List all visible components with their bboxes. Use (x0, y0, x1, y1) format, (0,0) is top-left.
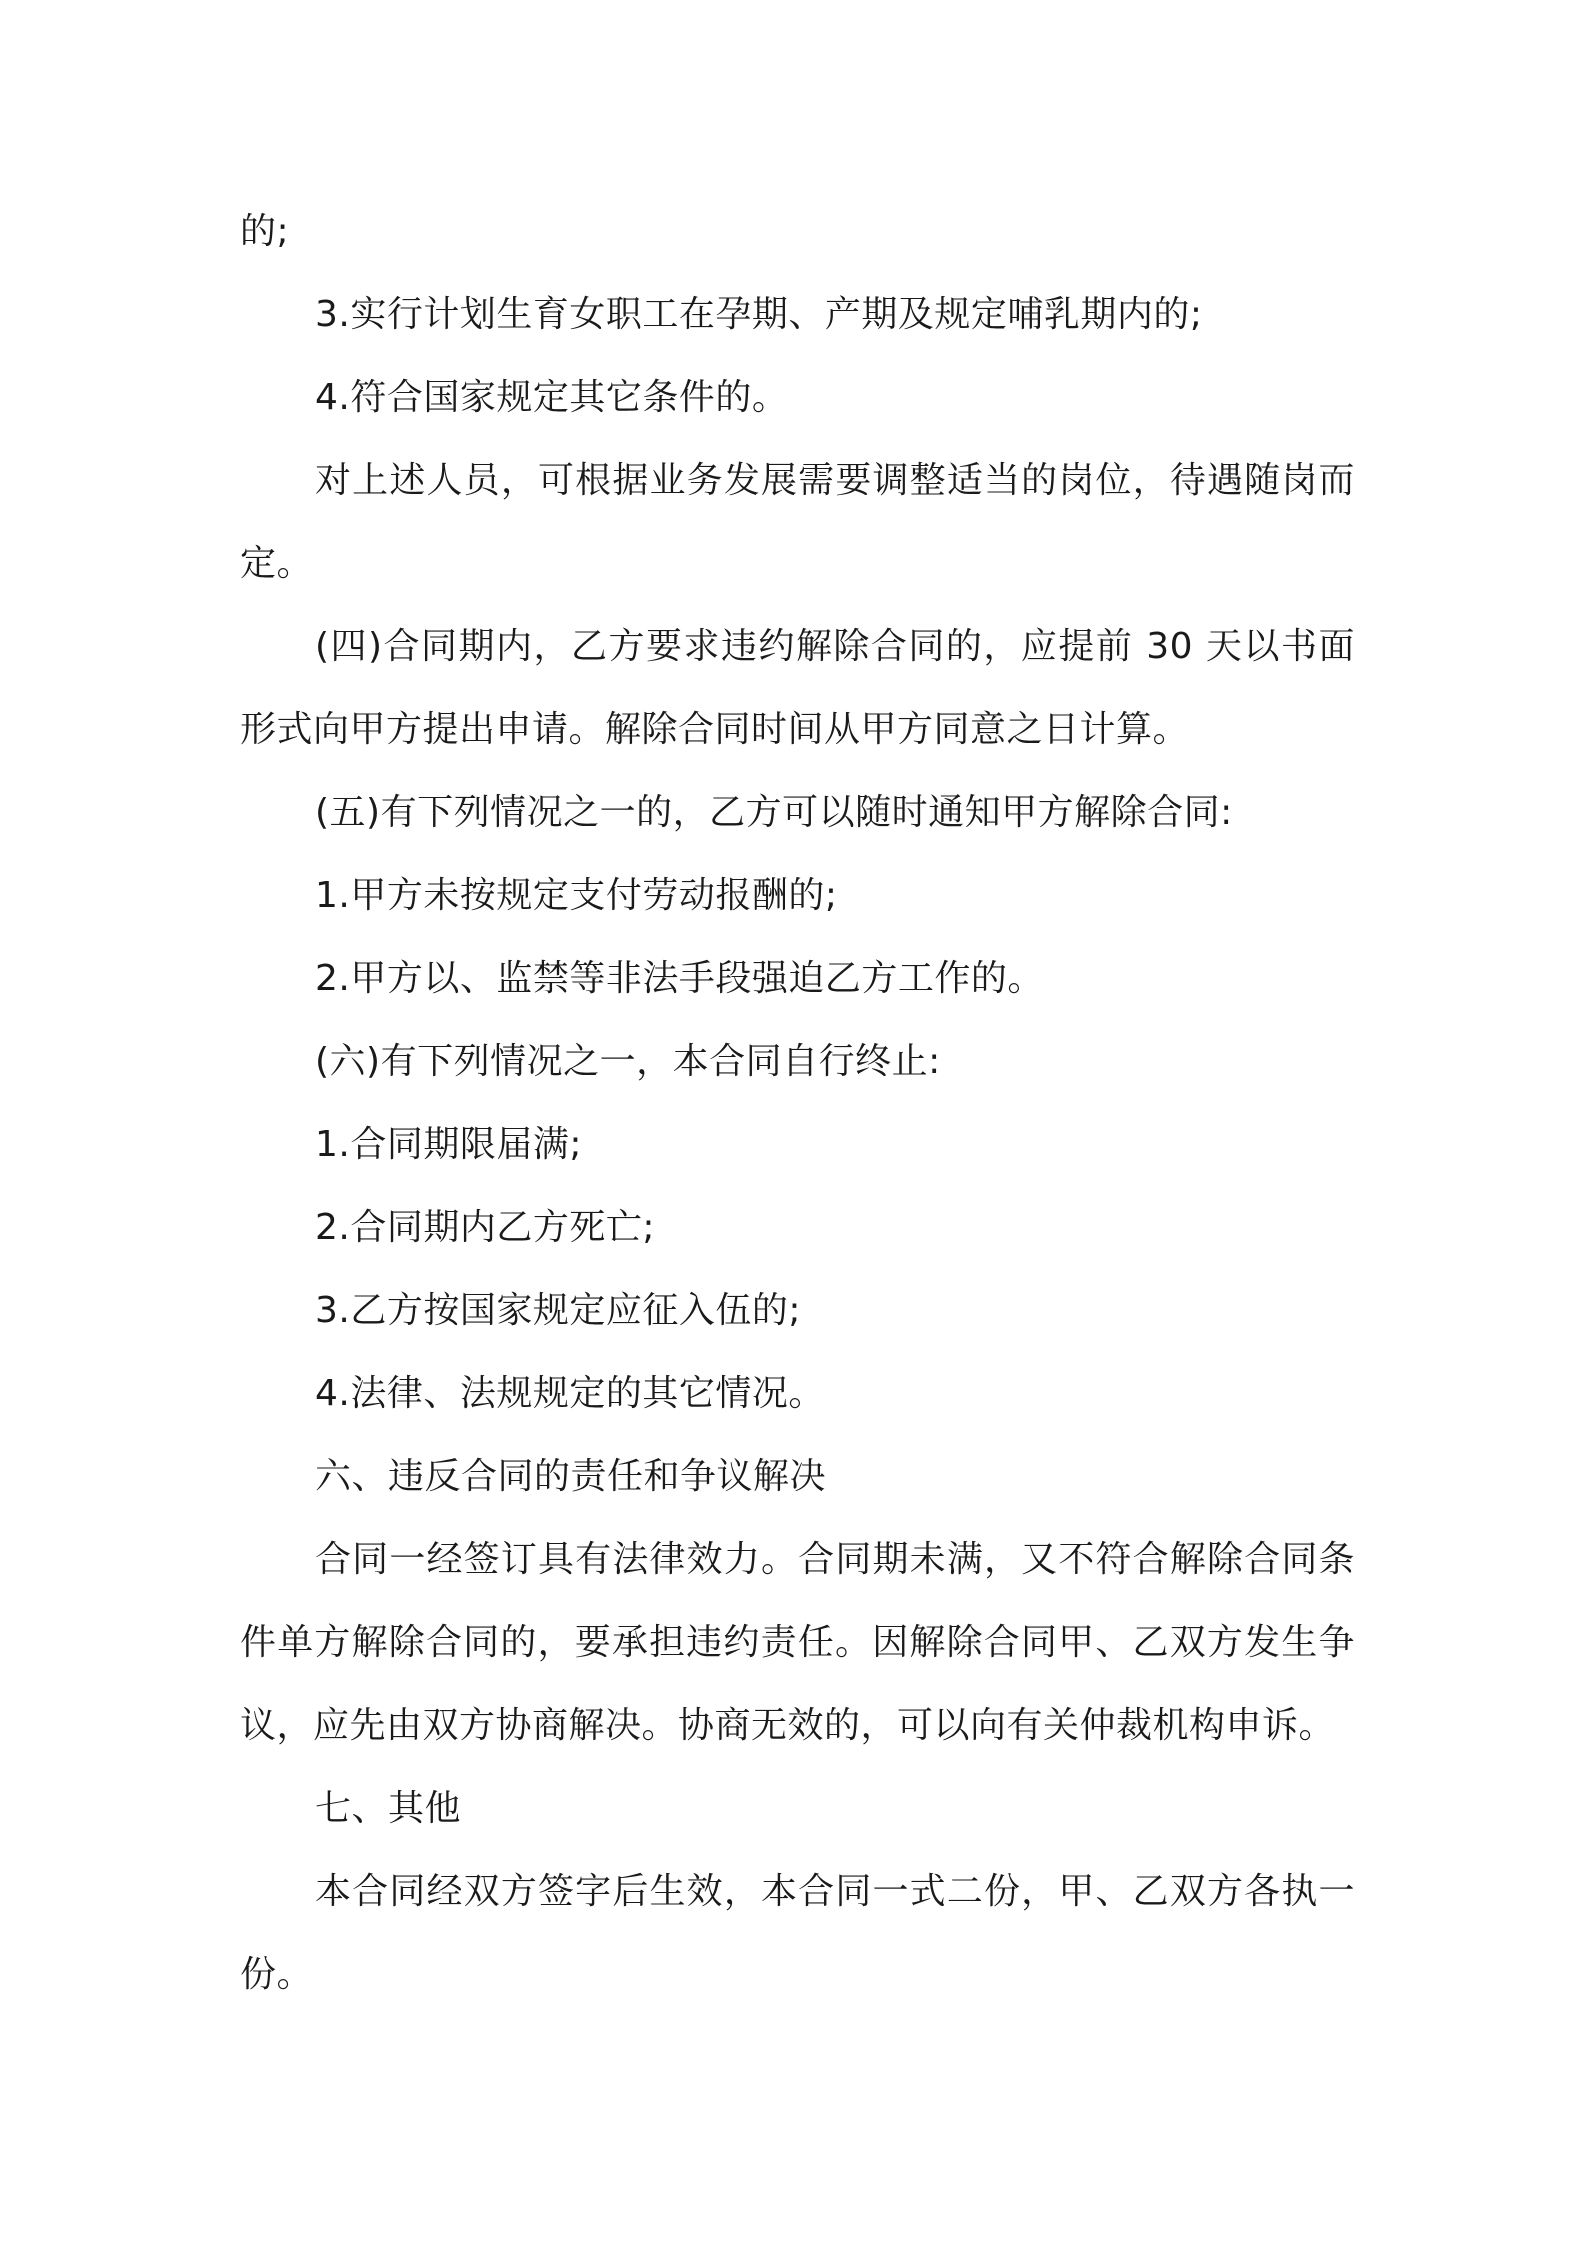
paragraph-adjust-positions: 对上述人员，可根据业务发展需要调整适当的岗位，待遇随岗而定。 (240, 460, 1355, 584)
list-item-military: 3.乙方按国家规定应征入伍的; (315, 1290, 801, 1331)
paragraph-effective: 本合同经双方签字后生效，本合同一式二份，甲、乙双方各执一份。 (240, 1871, 1355, 1995)
list-item-unpaid-wages: 1.甲方未按规定支付劳动报酬的; (315, 875, 838, 916)
list-item-death: 2.合同期内乙方死亡; (315, 1207, 655, 1248)
clause-four: (四)合同期内，乙方要求违约解除合同的，应提前 30 天以书面形式向甲方提出申请。解除合同时间从甲方同意之日计算。 (240, 626, 1355, 750)
list-item-other-cases: 4.法律、法规规定的其它情况。 (315, 1373, 825, 1414)
section-heading-six: 六、违反合同的责任和争议解决 (315, 1456, 827, 1497)
clause-six: (六)有下列情况之一，本合同自行终止: (315, 1041, 941, 1082)
document-body (240, 190, 1355, 2016)
paragraph-liability: 合同一经签订具有法律效力。合同期未满，又不符合解除合同条件单方解除合同的，要承担违约责任。因解除合同甲、乙双方发生争议，应先由双方协商解决。协商无效的，可以向有关仲裁机构申诉。 (240, 1539, 1355, 1746)
section-heading-seven: 七、其他 (315, 1788, 462, 1829)
clause-five: (五)有下列情况之一的，乙方可以随时通知甲方解除合同: (315, 792, 1233, 833)
list-item-term-expired: 1.合同期限届满; (315, 1124, 582, 1165)
list-item-forced-work: 2.甲方以、监禁等非法手段强迫乙方工作的。 (315, 958, 1044, 999)
list-item-other-conditions: 4.符合国家规定其它条件的。 (315, 377, 789, 418)
list-item-pregnancy: 3.实行计划生育女职工在孕期、产期及规定哺乳期内的; (315, 294, 1203, 335)
paragraph-continuation: 的; (240, 211, 290, 252)
